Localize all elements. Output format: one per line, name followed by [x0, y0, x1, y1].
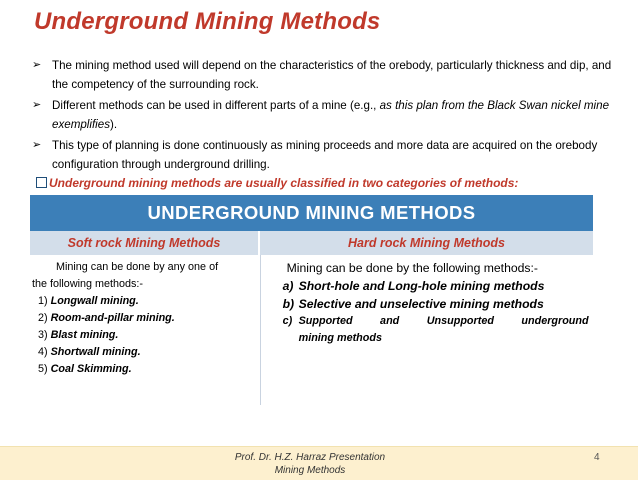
soft-rock-intro — [30, 259, 258, 293]
soft-rock-column-title: Soft rock Mining Methods — [30, 231, 258, 255]
bullet-item — [32, 56, 612, 94]
list-item: a) Short-hole and Long-hole mining methods — [282, 279, 545, 293]
bullet-text: The mining method used will depend on the characteristics of the orebody, particularly thickness and dip, and the competency of the surrounding rock. — [52, 59, 612, 91]
arrow-bullet-icon: ➢ — [32, 59, 42, 71]
checkbox-bullet-icon — [36, 177, 47, 188]
list-item: 1) Longwall mining. — [38, 295, 139, 307]
arrow-bullet-icon: ➢ — [32, 139, 42, 151]
bullet-text-post: ). — [110, 118, 118, 131]
soft-rock-cell — [30, 255, 258, 405]
subheading-text: Underground mining methods are usually classified in two categories of methods: — [49, 176, 519, 190]
table-body — [30, 255, 593, 405]
soft-rock-intro-line: the following methods:- — [32, 278, 144, 290]
bullet-text-emphasis: as this plan from the Black Swan nickel mine exemplifies — [52, 99, 610, 131]
hard-rock-cell — [260, 255, 593, 405]
hard-rock-column-title: Hard rock Mining Methods — [260, 231, 593, 255]
bullet-text-pre: Different methods can be used in different parts of a mine (e.g., — [52, 99, 380, 112]
soft-rock-intro-line: Mining can be done by any one of — [56, 261, 219, 273]
list-item: 2) Room-and-pillar mining. — [38, 312, 175, 324]
list-item: 5) Coal Skimming. — [38, 363, 132, 375]
bullet-list — [32, 56, 612, 176]
arrow-bullet-icon: ➢ — [32, 99, 42, 111]
list-item: c) Supported and Unsupported underground — [282, 315, 589, 327]
bullet-item — [32, 96, 612, 134]
methods-table — [30, 195, 593, 405]
table-header: UNDERGROUND MINING METHODS — [30, 195, 593, 231]
footer-credit-line: Mining Methods — [274, 465, 346, 476]
bullet-item — [32, 136, 612, 174]
hard-rock-intro: Mining can be done by the following methods:- — [286, 261, 538, 275]
list-item: 3) Blast mining. — [38, 329, 119, 341]
bullet-text: This type of planning is done continuously as mining proceeds and more data are acquired on the orebody configuration through underground drilling. — [52, 139, 598, 171]
classification-subheading — [36, 176, 518, 190]
page-number: 4 — [594, 452, 600, 463]
list-item: b) Selective and unselective mining methods — [282, 297, 544, 311]
table-column-titles — [30, 231, 593, 255]
footer-credit — [210, 451, 410, 477]
list-item: 4) Shortwall mining. — [38, 346, 141, 358]
slide-footer — [0, 446, 638, 480]
list-item-continuation: mining methods — [298, 332, 382, 344]
footer-credit-line: Prof. Dr. H.Z. Harraz Presentation — [234, 452, 386, 463]
slide-title: Underground Mining Methods — [34, 8, 381, 35]
bullet-text — [52, 96, 612, 134]
